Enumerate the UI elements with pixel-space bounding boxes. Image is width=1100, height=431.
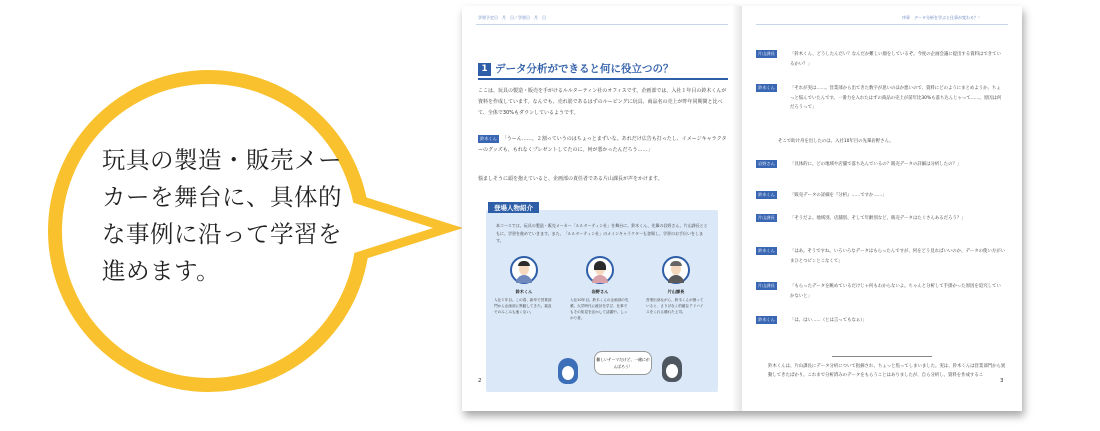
mascot-speech: 難しいテーマだけど、一緒にがんばろう！ bbox=[594, 351, 652, 375]
avatar-suzuki bbox=[510, 256, 538, 284]
character-name: 岩野さん bbox=[591, 289, 609, 294]
character-name: 鈴木くん bbox=[515, 289, 533, 294]
running-header: 序章 データ分析を学ぶと仕事が変わる？！ bbox=[902, 15, 982, 20]
speaker-tag: 鈴木くん bbox=[758, 85, 775, 90]
speaker-tag: 片山課長 bbox=[758, 283, 775, 288]
character-intro-title: 登場人物紹介 bbox=[488, 202, 539, 213]
speaker-tag: 岩野さん bbox=[758, 161, 775, 166]
dialogue-text: 「はあ。そうですね。いろいろなデータはもらったんですが、何をどう見ればいいのか、データの使い方がいまひとつピンとこなくて」 bbox=[790, 249, 1005, 264]
character-desc: 入社10年目。鈴木くんの企画部の先輩。大学時代に統計を学び、仕事でもその知見を活かして活躍中。しっかり者。 bbox=[570, 298, 629, 320]
caption-line: な事例に沿って学習を bbox=[102, 220, 342, 248]
paragraph: 悩ましそうに頭を抱えていると、企画部の責任者である片山課長が声をかけます。 bbox=[478, 176, 663, 182]
speaker-tag: 片山課長 bbox=[758, 51, 775, 56]
character-name: 片山課長 bbox=[667, 289, 685, 294]
section-title-text: データ分析ができると何に役立つの？ bbox=[495, 63, 674, 75]
right-page bbox=[742, 6, 1022, 411]
caption-line: カーを舞台に、具体的 bbox=[102, 183, 342, 211]
book-spread bbox=[462, 6, 1022, 411]
dialogue-text: 「は、はい……（とは言ってもなぁ）」 bbox=[790, 318, 867, 323]
narration: そこで助け舟を出したのは、入社10年目の先輩岩野さん。 bbox=[778, 139, 894, 144]
caption-line: 玩具の製造・販売メー bbox=[102, 146, 342, 174]
speaker-tag: 片山課長 bbox=[758, 215, 775, 220]
dialogue-block bbox=[478, 134, 728, 156]
dialogue-text: 「もらったデータを眺めているだけじゃ何もわからないよ。ちゃんと分析して手掛かった原因を追究していかないと」 bbox=[790, 284, 1001, 299]
speaker-tag: 鈴木くん bbox=[758, 192, 775, 197]
avatar-iwano bbox=[586, 256, 614, 284]
intro-paragraph: ここは、玩具の製造・販売を手がけるルルターティン社のオフィスです。企画部では、入社１年目の鈴木くんが資料を作成しています。なんでも、売れ筋であるはずのルービングに玩具、商品名の売上が昨年同期間と比べて、全体で30%もダウンしているようです。 bbox=[478, 88, 727, 116]
dialogue-block bbox=[758, 316, 1005, 326]
dialogue-text: 「販売データの詳細を『分析』……ですか……」 bbox=[790, 193, 887, 198]
section-rule bbox=[478, 78, 728, 80]
divider bbox=[832, 356, 932, 357]
speaker-tag: 鈴木くん bbox=[758, 248, 775, 253]
running-header: 学習予定日 月 日／学習日 月 日 bbox=[478, 15, 546, 20]
page-number: 3 bbox=[1000, 378, 1004, 384]
mascot-penguin-blue-icon bbox=[558, 358, 578, 384]
header-rule bbox=[476, 24, 728, 25]
dialogue-block bbox=[758, 160, 1005, 170]
dialogue-text: 「そうだよ。地域別、店舗別、そして年齢別など、販売データはたくさんあるだろう？」 bbox=[790, 216, 966, 221]
dialogue-block bbox=[758, 247, 1005, 266]
section-number: 1 bbox=[478, 63, 491, 76]
bubble-caption bbox=[102, 142, 342, 290]
dialogue-text: 「うーん……。２割っていうのはちょっとまずいな。あれだけ広告も打ったし、イメージキャラクターのグッズも、もれなくプレゼントしてたのに。何が悪かったんだろう……」 bbox=[478, 136, 727, 153]
dialogue-text: 「鈴木くん、どうしたんだい？なんだか難しい顔をしているぞ。今度の企画会議に提出する資料はできているかい？」 bbox=[790, 52, 1001, 67]
caption-line: 進めます。 bbox=[102, 257, 221, 285]
dialogue-block bbox=[758, 282, 1005, 301]
page-number: 2 bbox=[478, 378, 482, 384]
avatar-katayama bbox=[662, 256, 690, 284]
dialogue-block bbox=[758, 50, 1005, 69]
speech-bubble-tail-inner bbox=[351, 202, 433, 254]
mascot-penguin-gray-icon bbox=[662, 356, 682, 382]
dialogue-block bbox=[758, 214, 1005, 224]
speaker-tag: 鈴木くん bbox=[758, 317, 775, 322]
dialogue-text: 「具体的に、どの地域や店舗で落ち込んでいるの？販売データの詳細は分析したの？」 bbox=[790, 162, 962, 167]
dialogue-text: 「それが実は……。営業部から出てきた数字が思いのほか悪いので、資料にどのようにまとめようか、ちょっと悩んでいたんです。一番力を入れたはずの商品の売上が前年比30%も落ち込んじゃって……。原因は何だろうって」 bbox=[790, 86, 1002, 110]
character-desc: 入社１年目。この春、新卒で営業部門から企画部に異動してきた。素直でのみこみも速くない。 bbox=[494, 298, 552, 314]
closing-paragraph: 鈴木くんは、片山課長にデータ分析について指摘され、ちょっと焦ってしまいました。実は、鈴木くんは営業部門から異動してきたばかり。これまで分析済みのデータをもらうことはありましたが、自ら分析し、資料を作成するこ bbox=[768, 364, 1006, 378]
character-intro-text: 本コースでは、玩具の製造・販売メーカー「ルルターティン社」を舞台に、鈴木くん、先輩の岩野さん、片山課長とともに、学習を進めていきます。また、「ルルターティン社」のメインキャラクターも登場し、学習のお手伝いをします。 bbox=[496, 223, 708, 243]
character-desc: 営業出身ながら、鈴木くんが困っていると、さりげなく的確なアドバイスをくれる優れた上司。 bbox=[646, 298, 704, 314]
speaker-tag: 鈴木くん bbox=[480, 135, 497, 141]
header-rule bbox=[756, 24, 1008, 25]
dialogue-block bbox=[758, 84, 1005, 113]
left-page bbox=[462, 6, 742, 411]
dialogue-block bbox=[758, 191, 1005, 201]
section-title bbox=[478, 61, 674, 76]
